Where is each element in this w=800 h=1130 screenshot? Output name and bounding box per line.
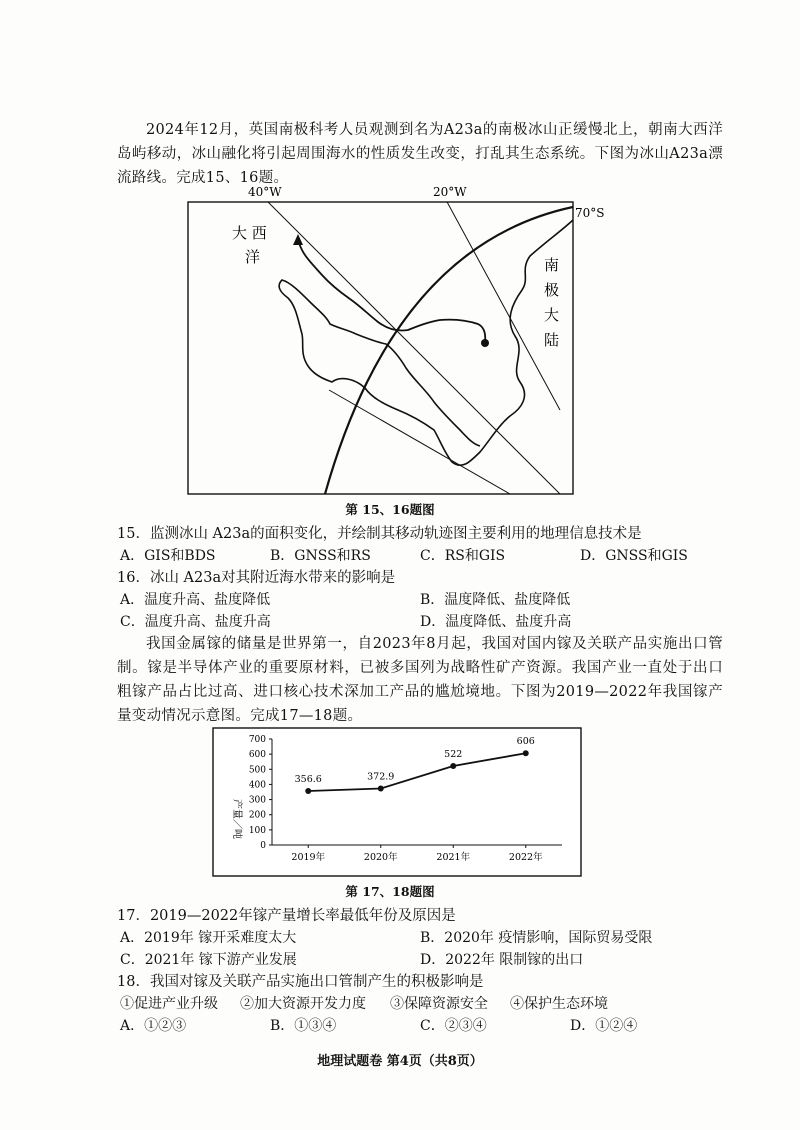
q17-option-b[interactable]: B．2020年 疫情影响，国际贸易受限: [420, 930, 653, 946]
question-16-stem: 16．冰山 A23a对其附近海水带来的影响是: [117, 570, 396, 586]
y-tick-label: 700: [248, 735, 266, 745]
q18-option-a[interactable]: A．①②③: [120, 1018, 187, 1034]
continent-label-4: 陆: [544, 331, 560, 349]
data-point: [523, 750, 529, 756]
q16-option-d[interactable]: D．温度降低、盐度升高: [420, 614, 572, 630]
y-tick-label: 500: [248, 765, 266, 776]
question-16-options: [120, 589, 720, 633]
q17-option-d[interactable]: D．2022年 限制镓的出口: [420, 952, 584, 968]
q18-item-3: ③保障资源安全: [390, 996, 488, 1012]
iceberg-route-map: [0, 0, 800, 520]
q16-option-c[interactable]: C．温度升高、盐度升高: [120, 614, 271, 630]
lat-70s-label: 70°S: [575, 206, 605, 220]
q18-option-b[interactable]: B．①③④: [270, 1018, 337, 1034]
chart-caption: 第 17、18题图: [345, 884, 435, 899]
y-tick-label: 100: [248, 825, 266, 836]
question-15-stem: 15．监测冰山 A23a的面积变化，并绘制其移动轨迹图主要利用的地理信息技术是: [117, 526, 642, 542]
continent-label-2: 极: [544, 281, 560, 299]
meridian-40w: [266, 200, 560, 494]
x-tick-label: 2022年: [508, 852, 543, 863]
q18-item-1: ①促进产业升级: [120, 996, 218, 1012]
q15-option-b[interactable]: B．GNSS和RS: [270, 548, 371, 564]
chart-ylabel: 产量／吨: [231, 799, 242, 839]
atlantic-label-2: 洋: [245, 248, 261, 266]
y-tick-label: 200: [248, 810, 266, 821]
q18-item-4: ④保护生态环境: [510, 996, 608, 1012]
data-label: 606: [516, 736, 535, 748]
y-tick-label: 400: [248, 780, 266, 791]
map-caption: 第 15、16题图: [345, 502, 435, 517]
data-label: 356.6: [294, 774, 322, 786]
data-label: 522: [444, 748, 463, 760]
q15-option-d[interactable]: D．GNSS和GIS: [580, 548, 688, 564]
x-tick-label: 2021年: [436, 852, 471, 863]
page-footer: 地理试题卷 第4页（共8页）: [317, 1054, 483, 1069]
y-tick-label: 300: [248, 795, 266, 806]
question-17-stem: 17．2019—2022年镓产量增长率最低年份及原因是: [117, 908, 456, 924]
q18-option-d[interactable]: D．①②④: [570, 1018, 638, 1034]
route-start-point: [481, 339, 489, 347]
lon-40w-label: 40°W: [248, 185, 282, 199]
q16-option-b[interactable]: B．温度降低、盐度降低: [420, 592, 571, 608]
data-label: 372.9: [367, 771, 395, 783]
intro-text-2: 我国金属镓的储量是世界第一，自2023年8月起，我国对国内镓及关联产品实施出口管制。镓是半导体产业的重要原材料，已被多国列为战略性矿产资源。我国产业一直处于出口粗镓产品占比过高、进口核心技术深加工产品的尴尬境地。下图为2019—2022年我国镓产量变动情况示意图。完成17—18题。: [117, 636, 723, 724]
question-18-stem: 18．我国对镓及关联产品实施出口管制产生的积极影响是: [117, 974, 484, 990]
map-frame: [188, 202, 573, 494]
question-18-items: [120, 993, 720, 1037]
q17-option-a[interactable]: A．2019年 镓开采难度太大: [120, 930, 297, 946]
iceberg-drift-route: [298, 238, 485, 342]
q17-option-c[interactable]: C．2021年 镓下游产业发展: [120, 952, 297, 968]
question-15-options: [120, 545, 720, 567]
x-tick-label: 2019年: [291, 852, 326, 863]
data-point: [450, 763, 456, 769]
q15-option-c[interactable]: C．RS和GIS: [420, 548, 506, 564]
atlantic-label-1: 大 西: [232, 224, 267, 242]
lon-20w-label: 20°W: [433, 185, 467, 199]
data-point: [305, 788, 311, 794]
gallium-production-chart: [212, 727, 582, 877]
y-tick-label: 0: [260, 841, 266, 851]
y-tick-label: 600: [248, 750, 266, 761]
continent-label-3: 大: [544, 306, 560, 324]
q16-option-a[interactable]: A．温度升高、盐度降低: [120, 592, 271, 608]
continent-label-1: 南: [544, 256, 560, 274]
question-17-options: [120, 927, 720, 971]
intro-paragraph-17-18: [117, 632, 723, 728]
x-tick-label: 2020年: [363, 852, 398, 863]
data-point: [378, 786, 384, 792]
q18-item-2: ②加大资源开发力度: [240, 996, 366, 1012]
q18-option-c[interactable]: C．②③④: [420, 1018, 487, 1034]
intro-text: 2024年12月，英国南极科考人员观测到名为A23a的南极冰山正缓慢北上，朝南大西洋岛屿移动，冰山融化将引起周围海水的性质发生改变，打乱其生态系统。下图为冰山A23a漂流路线。完成15、16题。: [117, 122, 723, 186]
q15-option-a[interactable]: A．GIS和BDS: [120, 548, 216, 564]
